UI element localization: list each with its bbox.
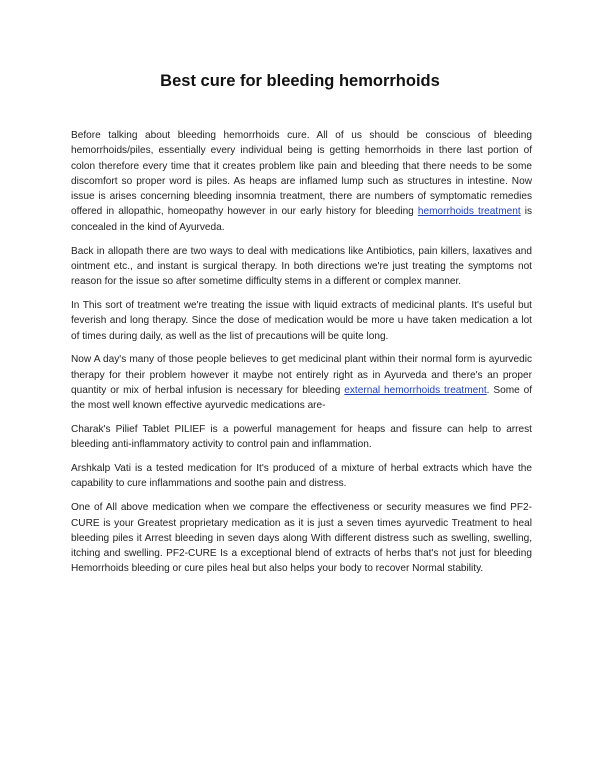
paragraph-pf2-cure: One of All above medication when we compare the effectiveness or security measures we find PF2-CURE is your Greatest proprietary medication as it is just a seven times ayurvedic Treatment to heal bleeding piles it Arrest bleeding in seven days along With different distress such as swelling, swelling, itching and swelling. PF2-CURE Is a exceptional blend of extracts of herbs that's not just for bleeding Hemorrhoids bleeding or cure piles heal but also helps your body to recover Normal stability. bbox=[71, 502, 532, 575]
paragraph-ayurvedic-text-before: Now A day's many of those people believes to get medicinal plant within their normal form is ayurvedic therapy for their problem however it maybe not entirely right as in Ayurveda and there's an proper quantity or mix of herbal infusion is necessary for bleeding bbox=[71, 354, 532, 396]
hemorrhoids-treatment-link[interactable]: hemorrhoids treatment bbox=[417, 206, 521, 218]
paragraph-intro bbox=[71, 128, 532, 235]
paragraph-ayurvedic bbox=[71, 352, 532, 413]
article-body bbox=[71, 128, 532, 585]
paragraph-intro-text-after: is concealed in the kind of Ayurveda. bbox=[71, 206, 532, 233]
paragraph-intro-text-before: Before talking about bleeding hemorrhoids cure. All of us should be conscious of bleeding hemorrhoids/piles, essentially every individual being is getting hemorrhoids in there last portion of colon therefore every time that it creates problem like pain and bleeding that there needs to be some discomfort so proper word is piles. As heaps are inflamed lump such as structures in intestine. Now issue is arises concerning bleeding insomnia treatment, there are numbers of symptomatic remedies offered in allopathic, homeopathy however in our early history for bleeding bbox=[71, 130, 532, 218]
paragraph-liquid-extracts: In This sort of treatment we're treating the issue with liquid extracts of medicinal plants. It's useful but feverish and long therapy. Since the dose of medication would be more u have taken medication a lot of times during daily, as well as the list of precautions will be quite long. bbox=[71, 299, 532, 342]
paragraph-pilief: Charak's Pilief Tablet PILIEF is a powerful management for heaps and fissure can help to arrest bleeding anti-inflammatory activity to control pain and inflammation. bbox=[71, 424, 532, 451]
page-title: Best cure for bleeding hemorrhoids bbox=[160, 72, 440, 90]
external-hemorrhoids-treatment-link[interactable]: external hemorrhoids treatment bbox=[344, 384, 487, 396]
paragraph-ayurvedic-text-after: . Some of the most well known effective ayurvedic medications are- bbox=[71, 384, 533, 412]
paragraph-allopath: Back in allopath there are two ways to deal with medications like Antibiotics, pain killers, laxatives and ointment etc., and instant is surgical therapy. In both directions we're just treating the symptoms not reason for the issue so after sometime difficulty stems in a different or complex manner. bbox=[71, 245, 532, 288]
paragraph-arshkalp: Arshkalp Vati is a tested medication for It's produced of a mixture of herbal extracts which have the capability to cure inflammations and soothe pain and distress. bbox=[71, 463, 532, 490]
